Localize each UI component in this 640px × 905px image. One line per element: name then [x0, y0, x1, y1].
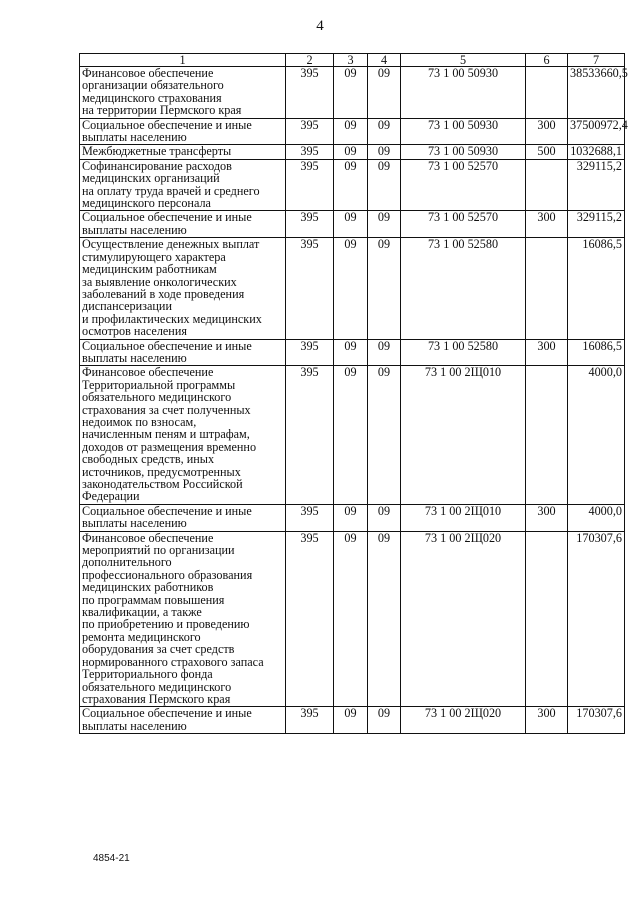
ministry-code-cell: 395 — [286, 159, 334, 211]
table-row — [80, 238, 625, 339]
subsection-code-cell: 09 — [368, 238, 401, 339]
expense-name-cell: Осуществление денежных выплат стимулирующего характера медицинским работникам за выявление онкологических заболеваний в ходе проведения диспансеризации и профилактических медицинских осмотров населения — [80, 238, 286, 339]
subsection-code-cell: 09 — [368, 531, 401, 707]
subsection-code-cell: 09 — [368, 211, 401, 238]
amount-cell: 329115,2 — [568, 159, 625, 211]
column-header: 6 — [526, 54, 568, 67]
expense-type-cell: 300 — [526, 118, 568, 145]
expense-type-cell: 300 — [526, 339, 568, 366]
amount-cell: 4000,0 — [568, 366, 625, 504]
target-article-cell: 73 1 00 50930 — [401, 67, 526, 119]
expense-name-cell: Финансовое обеспечение Территориальной программы обязательного медицинского страхования за счет полученных недоимок по взносам, начисленным пеням и штрафам, доходов от размещения временно свободных средств, иных источников, предусмотренных законодательством Российской Федерации — [80, 366, 286, 504]
expense-type-cell — [526, 366, 568, 504]
table-row — [80, 504, 625, 531]
ministry-code-cell: 395 — [286, 238, 334, 339]
ministry-code-cell: 395 — [286, 211, 334, 238]
target-article-cell: 73 1 00 52570 — [401, 211, 526, 238]
target-article-cell: 73 1 00 2Щ010 — [401, 504, 526, 531]
column-header: 4 — [368, 54, 401, 67]
expense-name-cell: Социальное обеспечение и иные выплаты населению — [80, 707, 286, 734]
table-row — [80, 339, 625, 366]
column-header: 2 — [286, 54, 334, 67]
page-number: 4 — [316, 18, 324, 34]
section-code-cell: 09 — [334, 339, 368, 366]
budget-table — [79, 53, 628, 734]
table-row — [80, 707, 625, 734]
ministry-code-cell: 395 — [286, 67, 334, 119]
ministry-code-cell: 395 — [286, 707, 334, 734]
expense-type-cell — [526, 531, 568, 707]
amount-cell: 16086,5 — [568, 339, 625, 366]
subsection-code-cell: 09 — [368, 707, 401, 734]
amount-cell: 329115,2 — [568, 211, 625, 238]
section-code-cell: 09 — [334, 238, 368, 339]
amount-cell: 37500972,4 — [568, 118, 625, 145]
target-article-cell: 73 1 00 52580 — [401, 238, 526, 339]
section-code-cell: 09 — [334, 531, 368, 707]
subsection-code-cell: 09 — [368, 159, 401, 211]
table-row — [80, 366, 625, 504]
section-code-cell: 09 — [334, 707, 368, 734]
subsection-code-cell: 09 — [368, 339, 401, 366]
amount-cell: 1032688,1 — [568, 145, 625, 159]
section-code-cell: 09 — [334, 504, 368, 531]
column-header: 3 — [334, 54, 368, 67]
expense-name-cell: Социальное обеспечение и иные выплаты населению — [80, 504, 286, 531]
target-article-cell: 73 1 00 52580 — [401, 339, 526, 366]
target-article-cell: 73 1 00 2Щ010 — [401, 366, 526, 504]
expense-name-cell: Финансовое обеспечение организации обязательного медицинского страхования на территории Пермского края — [80, 67, 286, 119]
subsection-code-cell: 09 — [368, 504, 401, 531]
amount-cell: 170307,6 — [568, 707, 625, 734]
document-code: 4854-21 — [93, 853, 130, 864]
table-row — [80, 159, 625, 211]
ministry-code-cell: 395 — [286, 366, 334, 504]
section-code-cell: 09 — [334, 118, 368, 145]
section-code-cell: 09 — [334, 67, 368, 119]
expense-type-cell — [526, 159, 568, 211]
target-article-cell: 73 1 00 2Щ020 — [401, 707, 526, 734]
ministry-code-cell: 395 — [286, 531, 334, 707]
expense-name-cell: Финансовое обеспечение мероприятий по организации дополнительного профессионального образования медицинских работников по программам повышения квалификации, а также по приобретению и проведению ремонта медицинского оборудования за счет средств нормированного страхового запаса Территориального фонда обязательного медицинского страхования Пермского края — [80, 531, 286, 707]
amount-cell: 4000,0 — [568, 504, 625, 531]
expense-type-cell: 300 — [526, 707, 568, 734]
expense-type-cell: 300 — [526, 504, 568, 531]
table-row — [80, 211, 625, 238]
amount-cell: 170307,6 — [568, 531, 625, 707]
subsection-code-cell: 09 — [368, 118, 401, 145]
header-row — [80, 54, 625, 67]
expense-type-cell: 500 — [526, 145, 568, 159]
table-row — [80, 118, 625, 145]
table-row — [80, 145, 625, 159]
section-code-cell: 09 — [334, 366, 368, 504]
target-article-cell: 73 1 00 2Щ020 — [401, 531, 526, 707]
expense-name-cell: Софинансирование расходов медицинских организаций на оплату труда врачей и среднего медицинского персонала — [80, 159, 286, 211]
section-code-cell: 09 — [334, 211, 368, 238]
column-header: 1 — [80, 54, 286, 67]
ministry-code-cell: 395 — [286, 145, 334, 159]
expense-name-cell: Социальное обеспечение и иные выплаты населению — [80, 339, 286, 366]
expense-type-cell — [526, 67, 568, 119]
column-header: 5 — [401, 54, 526, 67]
section-code-cell: 09 — [334, 145, 368, 159]
expense-type-cell — [526, 238, 568, 339]
expense-type-cell: 300 — [526, 211, 568, 238]
amount-cell: 16086,5 — [568, 238, 625, 339]
expense-name-cell: Социальное обеспечение и иные выплаты населению — [80, 118, 286, 145]
target-article-cell: 73 1 00 50930 — [401, 145, 526, 159]
subsection-code-cell: 09 — [368, 67, 401, 119]
table-row — [80, 67, 625, 119]
expense-name-cell: Межбюджетные трансферты — [80, 145, 286, 159]
section-code-cell: 09 — [334, 159, 368, 211]
ministry-code-cell: 395 — [286, 504, 334, 531]
ministry-code-cell: 395 — [286, 118, 334, 145]
amount-cell: 38533660,5 — [568, 67, 625, 119]
target-article-cell: 73 1 00 50930 — [401, 118, 526, 145]
target-article-cell: 73 1 00 52570 — [401, 159, 526, 211]
table-row — [80, 531, 625, 707]
ministry-code-cell: 395 — [286, 339, 334, 366]
expense-name-cell: Социальное обеспечение и иные выплаты населению — [80, 211, 286, 238]
subsection-code-cell: 09 — [368, 145, 401, 159]
column-header: 7 — [568, 54, 625, 67]
subsection-code-cell: 09 — [368, 366, 401, 504]
